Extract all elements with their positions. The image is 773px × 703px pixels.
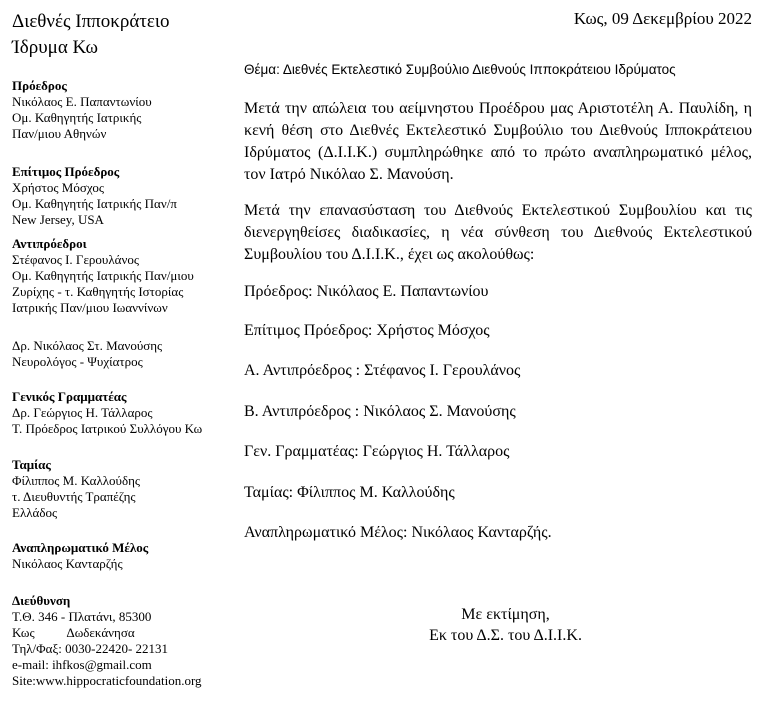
sidebar-heading: Επίτιμος Πρόεδρος — [12, 164, 120, 179]
body-paragraph-2: Μετά την επανασύσταση του Διεθνούς Εκτελεστικού Συμβουλίου και τις διενεργηθείσες διαδικασίες, η νέα σύνθεση του Διεθνούς Εκτελεστικού Συμβουλίου του Δ.Ι.Ι.Κ., έχει ως ακολούθως: — [244, 202, 752, 263]
sidebar-line: Τ. Πρόεδρος Ιατρικού Συλλόγου Κω — [12, 421, 203, 436]
sidebar-section-president — [12, 78, 240, 164]
organization-name-line1: Διεθνές Ιπποκράτειο — [12, 11, 170, 32]
sidebar-section-vice-presidents — [12, 236, 240, 389]
sidebar-line: Ομ. Καθηγητής Ιατρικής Παν/π — [12, 196, 177, 211]
sidebar-heading: Πρόεδρος — [12, 78, 67, 93]
roster-item-vice-president-a: Α. Αντιπρόεδρος : Στέφανος Ι. Γερουλάνος — [244, 362, 521, 379]
roster-item-honorary-president: Επίτιμος Πρόεδρος: Χρήστος Μόσχος — [244, 322, 490, 339]
sidebar-heading: Αναπληρωματικό Μέλος — [12, 540, 149, 555]
letter-date: Κως, 09 Δεκεμβρίου 2022 — [573, 9, 752, 28]
sidebar-section-address — [12, 593, 240, 689]
sidebar-line: Δρ. Νικόλαος Στ. Μανούσης — [12, 338, 163, 353]
roster-item-alternate-member: Αναπληρωματικό Μέλος: Νικόλαος Κανταρζής. — [244, 524, 552, 541]
sidebar-heading: Γενικός Γραμματέας — [12, 389, 127, 404]
sidebar-section-honorary-president — [12, 164, 240, 236]
sidebar-line: Ομ. Καθηγητής Ιατρικής Παν/μιου — [12, 268, 194, 283]
sidebar-line: Ομ. Καθηγητής Ιατρικής — [12, 110, 142, 125]
phone-fax: Τηλ/Φαξ: 0030-22420- 22131 — [12, 641, 169, 656]
sidebar-heading: Διεύθυνση — [12, 593, 71, 608]
sidebar-line: Στέφανος Ι. Γερουλάνος — [12, 252, 139, 267]
sidebar-line: Ελλάδος — [12, 505, 58, 520]
body-paragraph-1: Μετά την απώλεια του αείμνηστου Προέδρου μας Αριστοτέλη Α. Παυλίδη, η κενή θέση στο Διεθνές Εκτελεστικό Συμβούλιο του Διεθνούς Ιπποκράτειου Ιδρύματος (Δ.Ι.Ι.Κ.) συμπληρώθηκε από το πρώτο αναπληρωματικό μέλος, τον Ιατρό Νικόλαο Σ. Μανούση. — [244, 100, 752, 183]
signature-signer: Εκ του Δ.Σ. του Δ.Ι.Ι.Κ. — [429, 627, 582, 644]
sidebar-line: Ζυρίχης - τ. Καθηγητής Ιστορίας — [12, 284, 184, 299]
organization-name-line2: Ίδρυμα Κω — [12, 37, 99, 58]
sidebar-line: Νικόλαος Ε. Παπαντωνίου — [12, 94, 152, 109]
sidebar-heading: Αντιπρόεδροι — [12, 236, 87, 251]
website-link[interactable]: Site:www.hippocraticfoundation.org — [12, 673, 202, 688]
sidebar-line: Ιατρικής Παν/μιου Ιωαννίνων — [12, 300, 168, 315]
sidebar-line: Νικόλαος Κανταρζής — [12, 556, 123, 571]
sidebar-spacer — [12, 316, 240, 338]
sidebar-line: Παν/μιου Αθηνών — [12, 126, 107, 141]
roster-item-treasurer: Ταμίας: Φίλιππος Μ. Καλλούδης — [244, 484, 455, 501]
sidebar-line: New Jersey, USA — [12, 212, 104, 227]
letter-subject: Θέμα: Διεθνές Εκτελεστικό Συμβούλιο Διεθνούς Ιπποκράτειου Ιδρύματος — [244, 62, 676, 77]
address-line: Τ.Θ. 346 - Πλατάνι, 85300 — [12, 609, 152, 624]
sidebar-line: Φίλιππος Μ. Καλλούδης — [12, 473, 141, 488]
roster-item-vice-president-b: Β. Αντιπρόεδρος : Νικόλαος Σ. Μανούσης — [244, 403, 516, 420]
sidebar-section-treasurer — [12, 457, 240, 540]
sidebar-line: Νευρολόγος - Ψυχίατρος — [12, 354, 143, 369]
roster-item-president: Πρόεδρος: Νικόλαος Ε. Παπαντωνίου — [244, 283, 489, 300]
sidebar-line: Χρήστος Μόσχος — [12, 180, 105, 195]
sidebar-heading: Ταμίας — [12, 457, 51, 472]
board-sidebar — [12, 78, 240, 689]
roster-item-secretary-general: Γεν. Γραμματέας: Γεώργιος Η. Τάλλαρος — [244, 443, 510, 460]
signature-closing: Με εκτίμηση, — [461, 606, 550, 623]
sidebar-line: Δρ. Γεώργιος Η. Τάλλαρος — [12, 405, 153, 420]
sidebar-line: τ. Διευθυντής Τραπέζης — [12, 489, 136, 504]
sidebar-section-alternate-member — [12, 540, 240, 593]
sidebar-section-secretary-general — [12, 389, 240, 457]
email-link[interactable]: e-mail: ihfkos@gmail.com — [12, 657, 152, 672]
address-line: Κως Δωδεκάνησα — [12, 625, 135, 640]
signature-block — [238, 604, 773, 646]
